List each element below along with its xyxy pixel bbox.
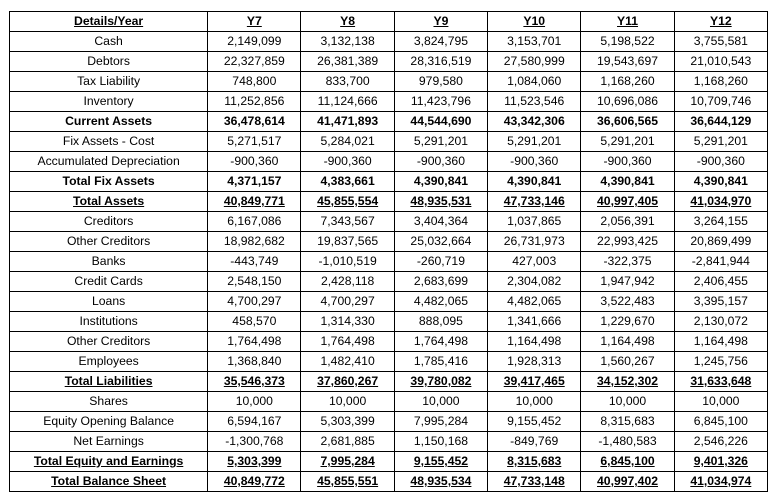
value-cell: 39,780,082	[394, 372, 487, 392]
value-cell: 11,523,546	[488, 92, 581, 112]
value-cell: 28,316,519	[394, 52, 487, 72]
header-cell-y9: Y9	[394, 12, 487, 32]
value-cell: 27,580,999	[488, 52, 581, 72]
value-cell: 10,000	[674, 392, 767, 412]
value-cell: -849,769	[488, 432, 581, 452]
value-cell: 5,284,021	[301, 132, 394, 152]
value-cell: 1,368,840	[208, 352, 301, 372]
value-cell: 1,947,942	[581, 272, 674, 292]
value-cell: 1,164,498	[581, 332, 674, 352]
row-label: Cash	[10, 32, 208, 52]
value-cell: 2,406,455	[674, 272, 767, 292]
table-row	[10, 192, 768, 212]
value-cell: 1,037,865	[488, 212, 581, 232]
header-cell-details: Details/Year	[10, 12, 208, 32]
row-label: Institutions	[10, 312, 208, 332]
row-label: Loans	[10, 292, 208, 312]
row-label: Equity Opening Balance	[10, 412, 208, 432]
value-cell: 41,034,974	[674, 472, 767, 492]
value-cell: 3,395,157	[674, 292, 767, 312]
value-cell: 1,482,410	[301, 352, 394, 372]
value-cell: 6,594,167	[208, 412, 301, 432]
value-cell: 2,428,118	[301, 272, 394, 292]
value-cell: 427,003	[488, 252, 581, 272]
value-cell: 10,000	[208, 392, 301, 412]
row-label: Total Liabilities	[10, 372, 208, 392]
value-cell: 18,982,682	[208, 232, 301, 252]
table-row	[10, 132, 768, 152]
row-label: Net Earnings	[10, 432, 208, 452]
value-cell: 4,700,297	[301, 292, 394, 312]
row-label: Fix Assets - Cost	[10, 132, 208, 152]
value-cell: 5,271,517	[208, 132, 301, 152]
table-row	[10, 452, 768, 472]
balance-sheet-table	[9, 11, 768, 492]
table-row	[10, 312, 768, 332]
value-cell: 979,580	[394, 72, 487, 92]
value-cell: 10,000	[394, 392, 487, 412]
value-cell: 1,168,260	[581, 72, 674, 92]
value-cell: 4,390,841	[581, 172, 674, 192]
value-cell: -900,360	[394, 152, 487, 172]
value-cell: 36,478,614	[208, 112, 301, 132]
value-cell: -900,360	[301, 152, 394, 172]
value-cell: 43,342,306	[488, 112, 581, 132]
header-cell-y8: Y8	[301, 12, 394, 32]
value-cell: 5,291,201	[394, 132, 487, 152]
table-row	[10, 232, 768, 252]
value-cell: 1,164,498	[674, 332, 767, 352]
value-cell: 40,849,771	[208, 192, 301, 212]
value-cell: 31,633,648	[674, 372, 767, 392]
value-cell: 1,560,267	[581, 352, 674, 372]
value-cell: 11,124,666	[301, 92, 394, 112]
table-row	[10, 432, 768, 452]
value-cell: 11,423,796	[394, 92, 487, 112]
value-cell: 19,543,697	[581, 52, 674, 72]
value-cell: 3,404,364	[394, 212, 487, 232]
value-cell: 40,997,402	[581, 472, 674, 492]
value-cell: 2,130,072	[674, 312, 767, 332]
value-cell: 2,546,226	[674, 432, 767, 452]
row-label: Accumulated Depreciation	[10, 152, 208, 172]
table-row	[10, 272, 768, 292]
value-cell: 2,548,150	[208, 272, 301, 292]
table-row	[10, 252, 768, 272]
value-cell: 1,341,666	[488, 312, 581, 332]
value-cell: 9,401,326	[674, 452, 767, 472]
value-cell: -900,360	[581, 152, 674, 172]
row-label: Other Creditors	[10, 232, 208, 252]
header-row	[10, 12, 768, 32]
value-cell: 41,471,893	[301, 112, 394, 132]
value-cell: -900,360	[674, 152, 767, 172]
value-cell: 3,264,155	[674, 212, 767, 232]
table-row	[10, 292, 768, 312]
value-cell: 10,000	[581, 392, 674, 412]
value-cell: 40,849,772	[208, 472, 301, 492]
value-cell: 5,303,399	[208, 452, 301, 472]
value-cell: 39,417,465	[488, 372, 581, 392]
value-cell: 45,855,554	[301, 192, 394, 212]
value-cell: 22,993,425	[581, 232, 674, 252]
value-cell: 4,482,065	[394, 292, 487, 312]
table-row	[10, 32, 768, 52]
header-cell-y11: Y11	[581, 12, 674, 32]
row-label: Current Assets	[10, 112, 208, 132]
header-cell-y7: Y7	[208, 12, 301, 32]
value-cell: -900,360	[208, 152, 301, 172]
value-cell: 2,304,082	[488, 272, 581, 292]
value-cell: 1,164,498	[488, 332, 581, 352]
table-row	[10, 92, 768, 112]
value-cell: 6,845,100	[674, 412, 767, 432]
value-cell: 1,245,756	[674, 352, 767, 372]
value-cell: 22,327,859	[208, 52, 301, 72]
value-cell: 833,700	[301, 72, 394, 92]
value-cell: 5,291,201	[674, 132, 767, 152]
value-cell: 1,150,168	[394, 432, 487, 452]
value-cell: 25,032,664	[394, 232, 487, 252]
value-cell: 2,149,099	[208, 32, 301, 52]
value-cell: 1,764,498	[208, 332, 301, 352]
table-row	[10, 412, 768, 432]
value-cell: 45,855,551	[301, 472, 394, 492]
table-row	[10, 52, 768, 72]
value-cell: 10,000	[301, 392, 394, 412]
value-cell: 44,544,690	[394, 112, 487, 132]
value-cell: 40,997,405	[581, 192, 674, 212]
value-cell: 1,314,330	[301, 312, 394, 332]
value-cell: 748,800	[208, 72, 301, 92]
value-cell: 20,869,499	[674, 232, 767, 252]
row-label: Credit Cards	[10, 272, 208, 292]
value-cell: 5,198,522	[581, 32, 674, 52]
value-cell: 9,155,452	[394, 452, 487, 472]
row-label: Employees	[10, 352, 208, 372]
value-cell: -900,360	[488, 152, 581, 172]
value-cell: 3,132,138	[301, 32, 394, 52]
row-label: Inventory	[10, 92, 208, 112]
value-cell: 6,167,086	[208, 212, 301, 232]
value-cell: 7,343,567	[301, 212, 394, 232]
value-cell: 26,381,389	[301, 52, 394, 72]
row-label: Tax Liability	[10, 72, 208, 92]
value-cell: 10,696,086	[581, 92, 674, 112]
value-cell: -1,010,519	[301, 252, 394, 272]
value-cell: 5,291,201	[488, 132, 581, 152]
value-cell: 9,155,452	[488, 412, 581, 432]
value-cell: 458,570	[208, 312, 301, 332]
value-cell: 48,935,534	[394, 472, 487, 492]
row-label: Debtors	[10, 52, 208, 72]
balance-sheet-body	[10, 12, 768, 492]
value-cell: 2,056,391	[581, 212, 674, 232]
value-cell: 3,522,483	[581, 292, 674, 312]
value-cell: -1,480,583	[581, 432, 674, 452]
value-cell: 3,755,581	[674, 32, 767, 52]
value-cell: 2,683,699	[394, 272, 487, 292]
value-cell: 37,860,267	[301, 372, 394, 392]
value-cell: 1,168,260	[674, 72, 767, 92]
value-cell: 26,731,973	[488, 232, 581, 252]
table-row	[10, 372, 768, 392]
value-cell: 4,700,297	[208, 292, 301, 312]
value-cell: 21,010,543	[674, 52, 767, 72]
value-cell: 8,315,683	[581, 412, 674, 432]
value-cell: 35,546,373	[208, 372, 301, 392]
value-cell: 36,606,565	[581, 112, 674, 132]
value-cell: 10,709,746	[674, 92, 767, 112]
value-cell: 11,252,856	[208, 92, 301, 112]
row-label: Total Equity and Earnings	[10, 452, 208, 472]
value-cell: 7,995,284	[301, 452, 394, 472]
value-cell: 5,291,201	[581, 132, 674, 152]
table-row	[10, 72, 768, 92]
value-cell: 4,371,157	[208, 172, 301, 192]
value-cell: 888,095	[394, 312, 487, 332]
value-cell: 3,824,795	[394, 32, 487, 52]
value-cell: -322,375	[581, 252, 674, 272]
table-row	[10, 112, 768, 132]
value-cell: 48,935,531	[394, 192, 487, 212]
value-cell: 8,315,683	[488, 452, 581, 472]
row-label: Shares	[10, 392, 208, 412]
row-label: Banks	[10, 252, 208, 272]
value-cell: 4,390,841	[394, 172, 487, 192]
header-cell-y10: Y10	[488, 12, 581, 32]
table-row	[10, 212, 768, 232]
row-label: Creditors	[10, 212, 208, 232]
row-label: Total Fix Assets	[10, 172, 208, 192]
value-cell: 36,644,129	[674, 112, 767, 132]
value-cell: -2,841,944	[674, 252, 767, 272]
value-cell: -443,749	[208, 252, 301, 272]
value-cell: 47,733,146	[488, 192, 581, 212]
value-cell: 34,152,302	[581, 372, 674, 392]
table-row	[10, 392, 768, 412]
table-row	[10, 152, 768, 172]
value-cell: 41,034,970	[674, 192, 767, 212]
value-cell: 4,390,841	[488, 172, 581, 192]
value-cell: 1,785,416	[394, 352, 487, 372]
value-cell: 4,390,841	[674, 172, 767, 192]
table-row	[10, 172, 768, 192]
value-cell: 1,928,313	[488, 352, 581, 372]
value-cell: 1,084,060	[488, 72, 581, 92]
value-cell: 47,733,148	[488, 472, 581, 492]
value-cell: 10,000	[488, 392, 581, 412]
value-cell: 1,764,498	[301, 332, 394, 352]
value-cell: 7,995,284	[394, 412, 487, 432]
value-cell: 3,153,701	[488, 32, 581, 52]
value-cell: 19,837,565	[301, 232, 394, 252]
value-cell: 1,764,498	[394, 332, 487, 352]
table-row	[10, 352, 768, 372]
value-cell: 5,303,399	[301, 412, 394, 432]
table-row	[10, 472, 768, 492]
value-cell: 4,482,065	[488, 292, 581, 312]
row-label: Other Creditors	[10, 332, 208, 352]
header-cell-y12: Y12	[674, 12, 767, 32]
row-label: Total Assets	[10, 192, 208, 212]
value-cell: -1,300,768	[208, 432, 301, 452]
value-cell: 1,229,670	[581, 312, 674, 332]
row-label: Total Balance Sheet	[10, 472, 208, 492]
value-cell: 6,845,100	[581, 452, 674, 472]
value-cell: 2,681,885	[301, 432, 394, 452]
value-cell: 4,383,661	[301, 172, 394, 192]
value-cell: -260,719	[394, 252, 487, 272]
table-row	[10, 332, 768, 352]
